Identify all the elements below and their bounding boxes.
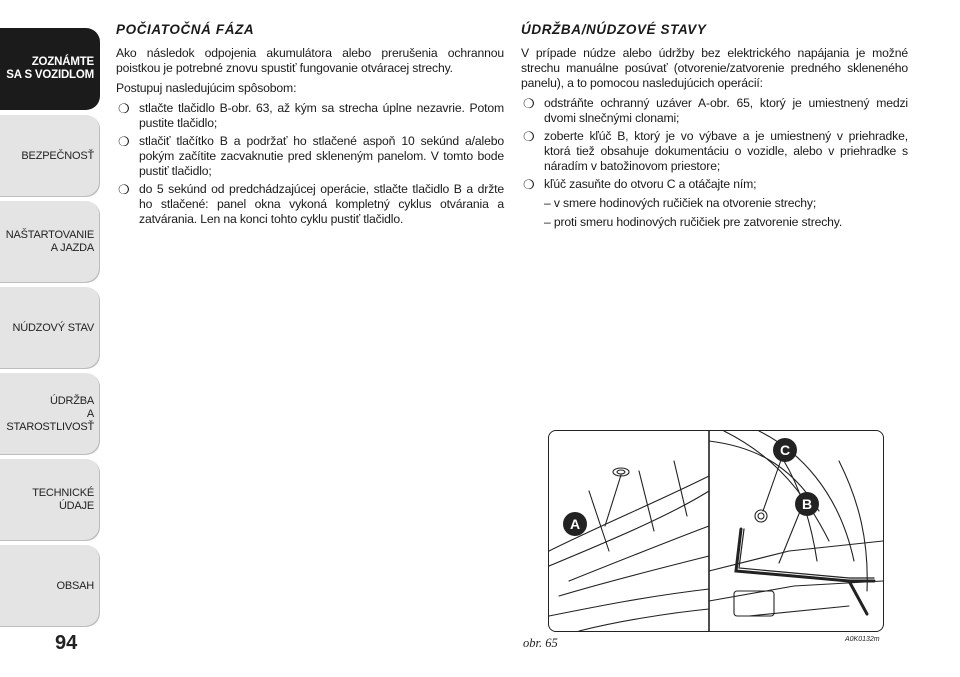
list-item [116, 134, 504, 179]
list-item [521, 96, 908, 126]
tab-bezpecnost[interactable] [0, 115, 100, 197]
callout-c [773, 438, 797, 462]
step-list [521, 96, 908, 192]
list-item-text: do 5 sekúnd od predchádzajúcej operácie, stlačte tlačidlo B a držte ho stlačené: panel okna vykoná kompletný cyklus otvárania a zatvárania. Len na konci tohto cyklu pustiť tlačidlo. [139, 182, 504, 226]
tab-label: NÚDZOVÝ STAV [12, 321, 94, 334]
list-item-text: stlačte tlačidlo B-obr. 63, až kým sa strecha úplne nezavrie. Potom pustite tlačidlo; [139, 101, 504, 130]
figure-caption: obr. 65 [523, 636, 558, 650]
callout-label-b: B [801, 496, 813, 512]
circle-bullet-icon: ❍ [523, 129, 535, 144]
section-title: ÚDRŽBA/NÚDZOVÉ STAVY [521, 22, 707, 37]
figure-code: A0K0132m [845, 636, 880, 643]
callout-label-a: A [569, 516, 581, 532]
tab-label: NAŠTARTOVANIE A JAZDA [5, 229, 94, 254]
tab-udrzba-a-starostlivost[interactable] [0, 373, 100, 455]
list-item [116, 101, 504, 131]
procedure-paragraph: Postupuj nasledujúcim spôsobom: [116, 81, 297, 95]
tab-zoznamte-sa-s-vozidlom[interactable] [0, 28, 100, 110]
list-item-text: stlačiť tlačítko B a podržať ho stlačené aspoň 10 sekúnd a/alebo pokým začítite zacvaknutie pred skleneným panelom. V tomto bode pustiť tlačidlo; [139, 134, 504, 178]
list-item-text: zoberte kľúč B, ktorý je vo výbave a je umiestnený v priehradke, ktorá tiež obsahuje dokumentáciu o vozidle, alebo v priehradke s náradím v batožinovom priestore; [544, 129, 908, 173]
sub-step-clockwise: – v smere hodinových ručičiek na otvorenie strechy; [544, 196, 817, 210]
list-item-text: kľúč zasuňte do otvoru C a otáčajte ním; [544, 177, 757, 191]
sub-step-counterclockwise: – proti smeru hodinových ručičiek pre zatvorenie strechy. [544, 215, 843, 229]
page-number: 94 [55, 632, 78, 654]
tab-label: ÚDRŽBA A STAROSTLIVOSŤ [6, 394, 94, 433]
step-list [116, 101, 504, 227]
tab-nastartovanie-a-jazda[interactable] [0, 201, 100, 283]
tab-label: ZOZNÁMTE SA S VOZIDLOM [6, 56, 94, 81]
section-title: POČIATOČNÁ FÁZA [116, 22, 255, 37]
sunroof-illustration [548, 430, 884, 632]
circle-bullet-icon: ❍ [523, 177, 535, 192]
intro-paragraph: Ako následok odpojenia akumulátora alebo prerušenia ochrannou poistkou je potrebné znovu spustiť fungovanie otváracej strechy. [116, 46, 504, 75]
callout-label-c: C [779, 442, 791, 458]
sunroof-drawing [549, 431, 883, 631]
tab-technicke-udaje[interactable] [0, 459, 100, 541]
section-udrzba-nudzove-stavy [521, 22, 908, 234]
tab-label: BEZPEČNOSŤ [21, 149, 94, 162]
list-item [116, 182, 504, 227]
tab-label: OBSAH [56, 579, 94, 592]
callout-b [795, 492, 819, 516]
circle-bullet-icon: ❍ [118, 101, 130, 116]
circle-bullet-icon: ❍ [118, 182, 130, 197]
tab-nudzovy-stav[interactable] [0, 287, 100, 369]
circle-bullet-icon: ❍ [523, 96, 535, 111]
list-item-text: odstráňte ochranný uzáver A-obr. 65, ktorý je umiestnený medzi dvomi slnečnými clonami; [544, 96, 908, 125]
list-item [521, 129, 908, 174]
section-pociatocna-faza [116, 22, 504, 231]
callout-a [563, 512, 587, 536]
circle-bullet-icon: ❍ [118, 134, 130, 149]
tab-obsah[interactable] [0, 545, 100, 627]
list-item [521, 177, 908, 192]
tab-label: TECHNICKÉ ÚDAJE [32, 487, 94, 512]
intro-paragraph: V prípade núdze alebo údržby bez elektrického napájania je možné strechu manuálne posúvať (otvorenie/zatvorenie predného skleneného panelu), a to pomocou nasledujúcich operácií: [521, 46, 908, 90]
